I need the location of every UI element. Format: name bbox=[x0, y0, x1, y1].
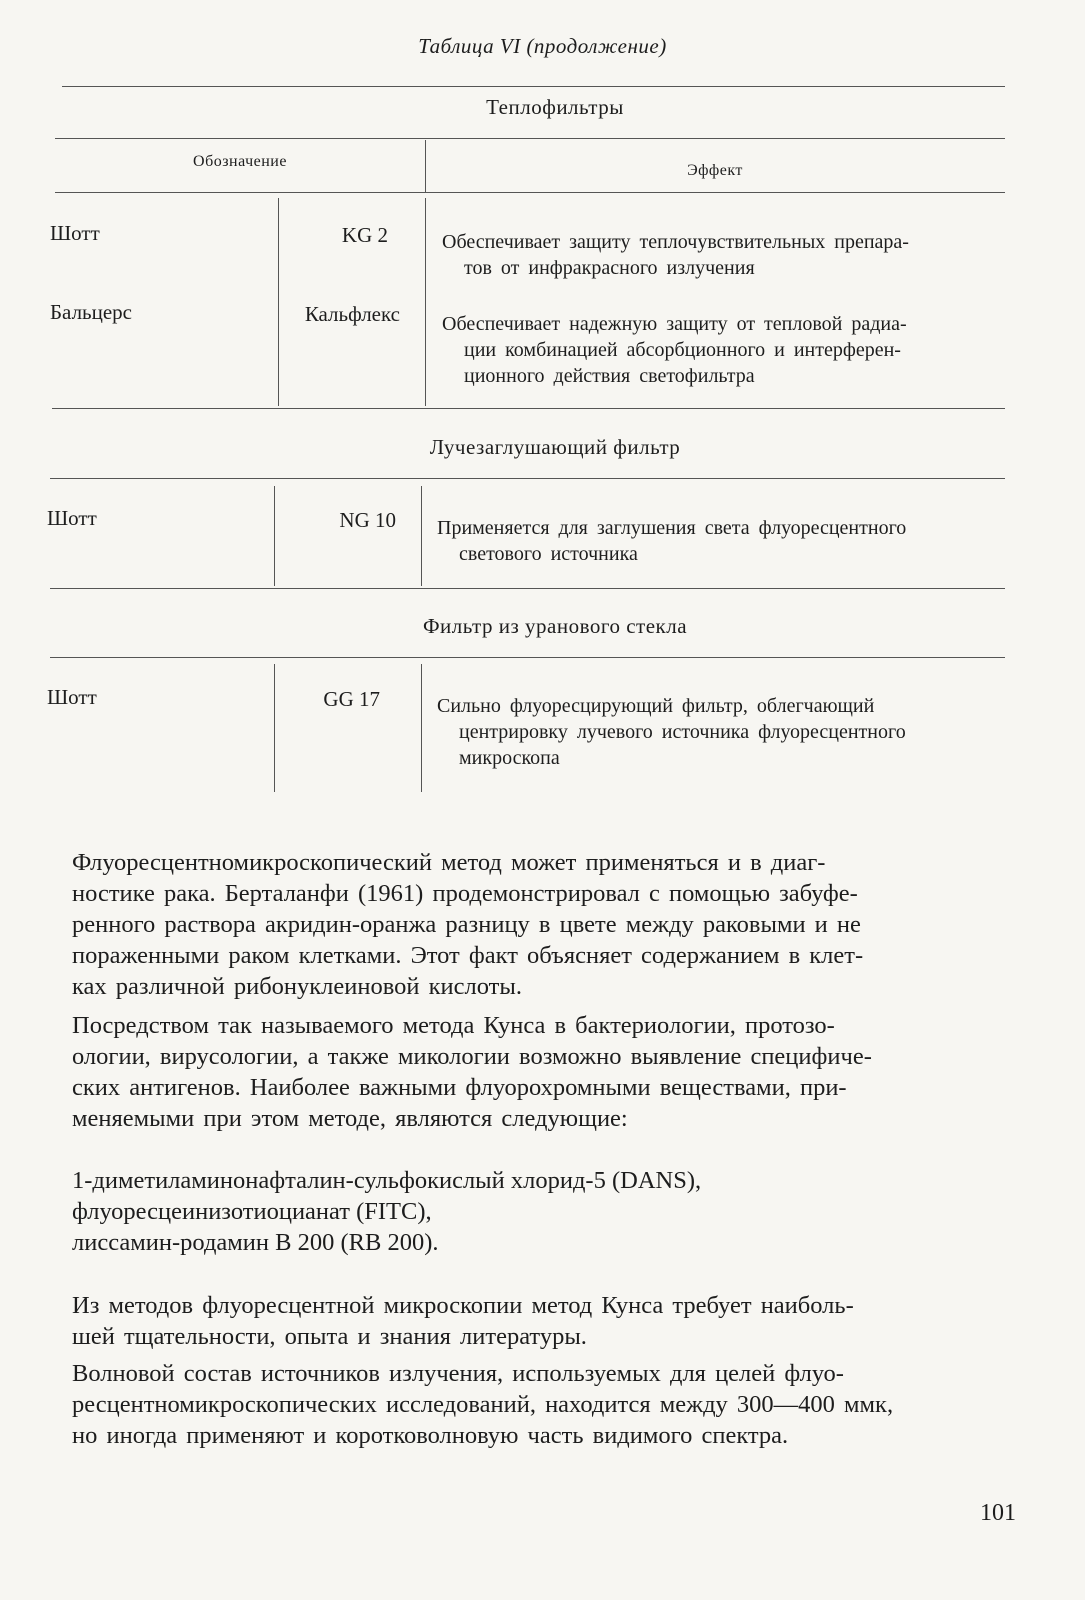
table-cell-maker: Шотт bbox=[47, 506, 97, 530]
column-divider bbox=[274, 664, 275, 792]
text-line: ках различной рибонуклеиновой кислоты. bbox=[72, 973, 522, 1000]
text-line: ностике рака. Берталанфи (1961) продемонстрировал с помощью забуфе- bbox=[72, 880, 858, 907]
list-item: 1-диметиламинонафталин-сульфокислый хлорид-5 (DANS), bbox=[72, 1167, 702, 1194]
section-title-heat-filters: Теплофильтры bbox=[486, 95, 624, 119]
effect-line: центрировку лучевого источника флуоресцентного bbox=[459, 721, 906, 743]
paragraph bbox=[72, 847, 1027, 1002]
effect-line: светового источника bbox=[459, 543, 638, 565]
column-header-designation: Обозначение bbox=[193, 153, 287, 170]
text-line: Из методов флуоресцентной микроскопии метод Кунса требует наиболь- bbox=[72, 1292, 854, 1319]
text-line: Флуоресцентномикроскопический метод может применяться и в диаг- bbox=[72, 849, 826, 876]
table-cell-effect bbox=[442, 229, 1007, 281]
list-item: флуоресцеинизотиоцианат (FITC), bbox=[72, 1198, 432, 1225]
section-rule bbox=[55, 138, 1005, 139]
effect-line: Обеспечивает надежную защиту от тепловой радиа- bbox=[442, 313, 907, 335]
column-divider bbox=[421, 486, 422, 586]
table-cell-code: NG 10 bbox=[339, 508, 396, 532]
effect-line: микроскопа bbox=[459, 747, 560, 769]
column-header-effect: Эффект bbox=[687, 162, 743, 179]
table-cell-effect bbox=[437, 693, 1007, 771]
text-line: ских антигенов. Наиболее важными флуорохромными веществами, при- bbox=[72, 1074, 847, 1101]
section-rule bbox=[52, 408, 1005, 409]
paragraph bbox=[72, 1290, 1027, 1352]
text-line: Волновой состав источников излучения, используемых для целей флуо- bbox=[72, 1360, 844, 1387]
effect-line: Сильно флуоресцирующий фильтр, облегчающий bbox=[437, 695, 875, 717]
column-divider bbox=[421, 664, 422, 792]
text-line: ресцентномикроскопических исследований, находится между 300—400 ммк, bbox=[72, 1391, 894, 1418]
table-cell-code: GG 17 bbox=[323, 687, 380, 711]
text-line: шей тщательности, опыта и знания литературы. bbox=[72, 1323, 587, 1350]
substance-list bbox=[72, 1165, 701, 1258]
paragraph bbox=[72, 1010, 1027, 1134]
effect-line: ции комбинацией абсорбционного и интерферен- bbox=[464, 339, 901, 361]
column-divider bbox=[425, 140, 426, 192]
effect-line: Обеспечивает защиту теплочувствительных препара- bbox=[442, 231, 909, 253]
list-item: лиссамин-родамин В 200 (RB 200). bbox=[72, 1229, 439, 1256]
column-divider bbox=[274, 486, 275, 586]
column-divider bbox=[425, 198, 426, 406]
text-line: но иногда применяют и коротковолновую часть видимого спектра. bbox=[72, 1422, 789, 1449]
text-line: меняемыми при этом методе, являются следующие: bbox=[72, 1105, 628, 1132]
header-rule bbox=[55, 192, 1005, 193]
text-line: ологии, вирусологии, а также микологии возможно выявление специфиче- bbox=[72, 1043, 872, 1070]
table-cell-maker: Бальцерс bbox=[50, 300, 133, 324]
section-rule bbox=[50, 657, 1005, 658]
page-number: 101 bbox=[980, 1500, 1016, 1526]
effect-line: тов от инфракрасного излучения bbox=[464, 257, 755, 279]
table-caption: Таблица VI (продолжение) bbox=[418, 34, 667, 58]
table-cell-effect bbox=[437, 515, 1007, 567]
section-rule bbox=[50, 588, 1005, 589]
section-rule bbox=[50, 478, 1005, 479]
table-cell-effect bbox=[442, 311, 1007, 389]
table-cell-maker: Шотт bbox=[50, 221, 100, 245]
effect-line: ционного действия светофильтра bbox=[464, 365, 755, 387]
table-rule-top bbox=[62, 86, 1005, 87]
table-cell-maker: Шотт bbox=[47, 685, 97, 709]
section-title-attenuating-filter: Лучезаглушающий фильтр bbox=[429, 435, 681, 459]
effect-line: Применяется для заглушения света флуоресцентного bbox=[437, 517, 907, 539]
text-line: ренного раствора акридин-оранжа разницу в цвете между раковыми и не bbox=[72, 911, 861, 938]
paragraph bbox=[72, 1358, 1027, 1451]
text-line: пораженными раком клетками. Этот факт объясняет содержанием в клет- bbox=[72, 942, 864, 969]
section-title-uranium-glass-filter: Фильтр из уранового стекла bbox=[422, 614, 688, 638]
table-cell-code: Кальфлекс bbox=[304, 302, 400, 326]
table-cell-code: KG 2 bbox=[341, 223, 388, 247]
text-line: Посредством так называемого метода Кунса в бактериологии, протозо- bbox=[72, 1012, 835, 1039]
